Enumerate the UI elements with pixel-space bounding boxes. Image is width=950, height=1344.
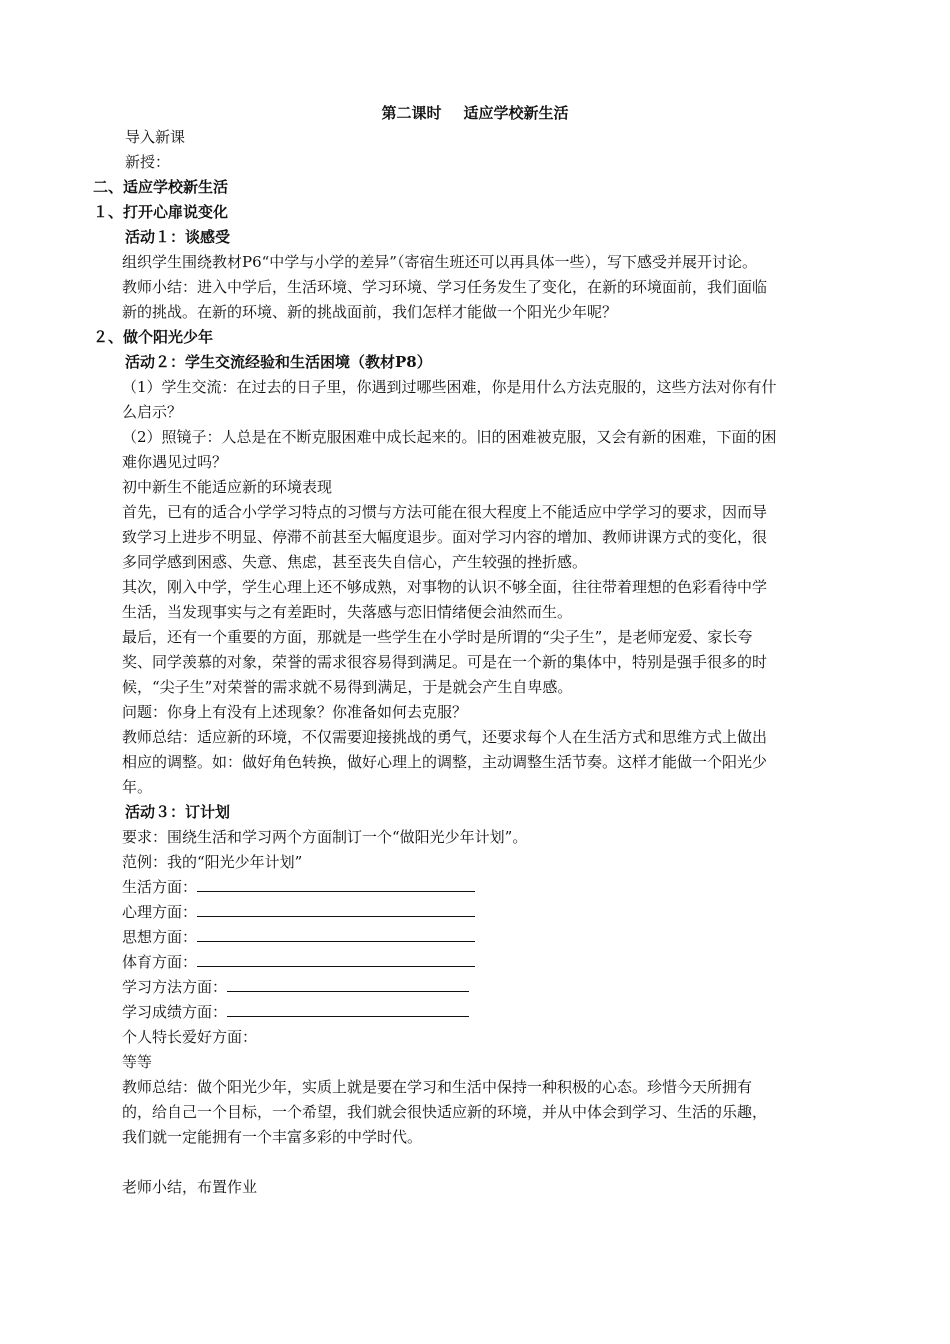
plan-field-study-result — [122, 1002, 469, 1022]
plan-fill-blank[interactable] — [227, 977, 469, 992]
paragraph-line: 首先，已有的适合小学学习特点的习惯与方法可能在很大程度上不能适应中学学习的要求，因而导 — [122, 503, 768, 521]
paragraph-line: 问题：你身上有没有上述现象？你准备如何去克服？ — [122, 703, 468, 721]
paragraph-line: 难你遇见过吗？ — [122, 453, 228, 471]
paragraph-line: 相应的调整。如：做好角色转换，做好心理上的调整，主动调整生活节奏。这样才能做一个阳光少 — [122, 753, 768, 771]
plan-field-label: 学习方法方面： — [122, 978, 228, 996]
plan-field-life — [122, 877, 475, 897]
paragraph-line: 最后，还有一个重要的方面，那就是一些学生在小学时是所谓的“尖子生”，是老师宠爱、家长夸 — [122, 628, 753, 646]
activity-1-heading: 活动１：谈感受 — [125, 228, 231, 246]
plan-field-label: 生活方面： — [122, 878, 198, 896]
paragraph-line: （1）学生交流：在过去的日子里，你遇到过哪些困难，你是用什么方法克服的，这些方法对你有什 — [122, 378, 777, 396]
subsection-heading-1: １、打开心扉说变化 — [93, 203, 229, 221]
paragraph-line: 生活，当发现事实与之有差距时，失落感与恋旧情绪便会油然而生。 — [122, 603, 573, 621]
title-lesson-topic: 适应学校新生活 — [463, 104, 569, 122]
paragraph-line: 多同学感到困惑、失意、焦虑，甚至丧失自信心，产生较强的挫折感。 — [122, 553, 588, 571]
activity-2-heading: 活动２：学生交流经验和生活困境（教材P8） — [125, 353, 432, 371]
paragraph-line: 新的挑战。在新的环境、新的挑战面前，我们怎样才能做一个阳光少年呢？ — [122, 303, 618, 321]
closing-line: 老师小结，布置作业 — [122, 1178, 258, 1196]
plan-field-mental — [122, 902, 475, 922]
plan-field-hobby: 个人特长爱好方面： — [122, 1028, 258, 1046]
plan-field-study-method — [122, 977, 469, 997]
plan-fill-blank[interactable] — [197, 952, 475, 967]
paragraph-line: 初中新生不能适应新的环境表现 — [122, 478, 333, 496]
new-lesson-line: 新授： — [125, 153, 171, 171]
intro-line: 导入新课 — [125, 128, 186, 146]
plan-field-label: 思想方面： — [122, 928, 198, 946]
paragraph-line: 教师小结：进入中学后，生活环境、学习环境、学习任务发生了变化，在新的环境面前，我们面临 — [122, 278, 768, 296]
paragraph-line: 年。 — [122, 778, 153, 796]
paragraph-line: （2）照镜子：人总是在不断克服困难中成长起来的。旧的困难被克服，又会有新的困难，下面的困 — [122, 428, 777, 446]
subsection-heading-2: ２、做个阳光少年 — [93, 328, 214, 346]
document-title — [0, 103, 950, 123]
paragraph-line: 么启示？ — [122, 403, 183, 421]
plan-field-label: 体育方面： — [122, 953, 198, 971]
paragraph-line: 候，“尖子生”对荣誉的需求就不易得到满足，于是就会产生自卑感。 — [122, 678, 573, 696]
paragraph-line: 致学习上进步不明显、停滞不前甚至大幅度退步。面对学习内容的增加、教师讲课方式的变化，很 — [122, 528, 768, 546]
paragraph-line: 的，给自己一个目标，一个希望，我们就会很快适应新的环境，并从中体会到学习、生活的乐趣， — [122, 1103, 768, 1121]
plan-fill-blank[interactable] — [197, 902, 475, 917]
paragraph-line: 等等 — [122, 1053, 153, 1071]
paragraph-line: 教师总结：适应新的环境，不仅需要迎接挑战的勇气，还要求每个人在生活方式和思维方式上做出 — [122, 728, 768, 746]
paragraph-line: 教师总结：做个阳光少年，实质上就是要在学习和生活中保持一种积极的心态。珍惜今天所拥有 — [122, 1078, 753, 1096]
section-heading: 二、适应学校新生活 — [93, 178, 229, 196]
paragraph-line: 范例：我的“阳光少年计划” — [122, 853, 303, 871]
activity-3-heading: 活动３：订计划 — [125, 803, 231, 821]
title-lesson-number: 第二课时 — [381, 104, 442, 122]
paragraph-line: 我们就一定能拥有一个丰富多彩的中学时代。 — [122, 1128, 423, 1146]
paragraph-line: 奖、同学羡慕的对象，荣誉的需求很容易得到满足。可是在一个新的集体中，特别是强手很多的时 — [122, 653, 768, 671]
paragraph-line: 其次，刚入中学，学生心理上还不够成熟，对事物的认识不够全面，往往带着理想的色彩看待中学 — [122, 578, 768, 596]
paragraph-line: 要求：围绕生活和学习两个方面制订一个“做阳光少年计划”。 — [122, 828, 528, 846]
paragraph-line: 组织学生围绕教材P6“中学与小学的差异”（寄宿生班还可以再具体一些），写下感受并展开讨论。 — [122, 253, 757, 271]
plan-fill-blank[interactable] — [197, 877, 475, 892]
plan-field-label: 学习成绩方面： — [122, 1003, 228, 1021]
plan-fill-blank[interactable] — [227, 1002, 469, 1017]
plan-field-thought — [122, 927, 475, 947]
plan-field-sports — [122, 952, 475, 972]
plan-field-label: 心理方面： — [122, 903, 198, 921]
plan-fill-blank[interactable] — [197, 927, 475, 942]
